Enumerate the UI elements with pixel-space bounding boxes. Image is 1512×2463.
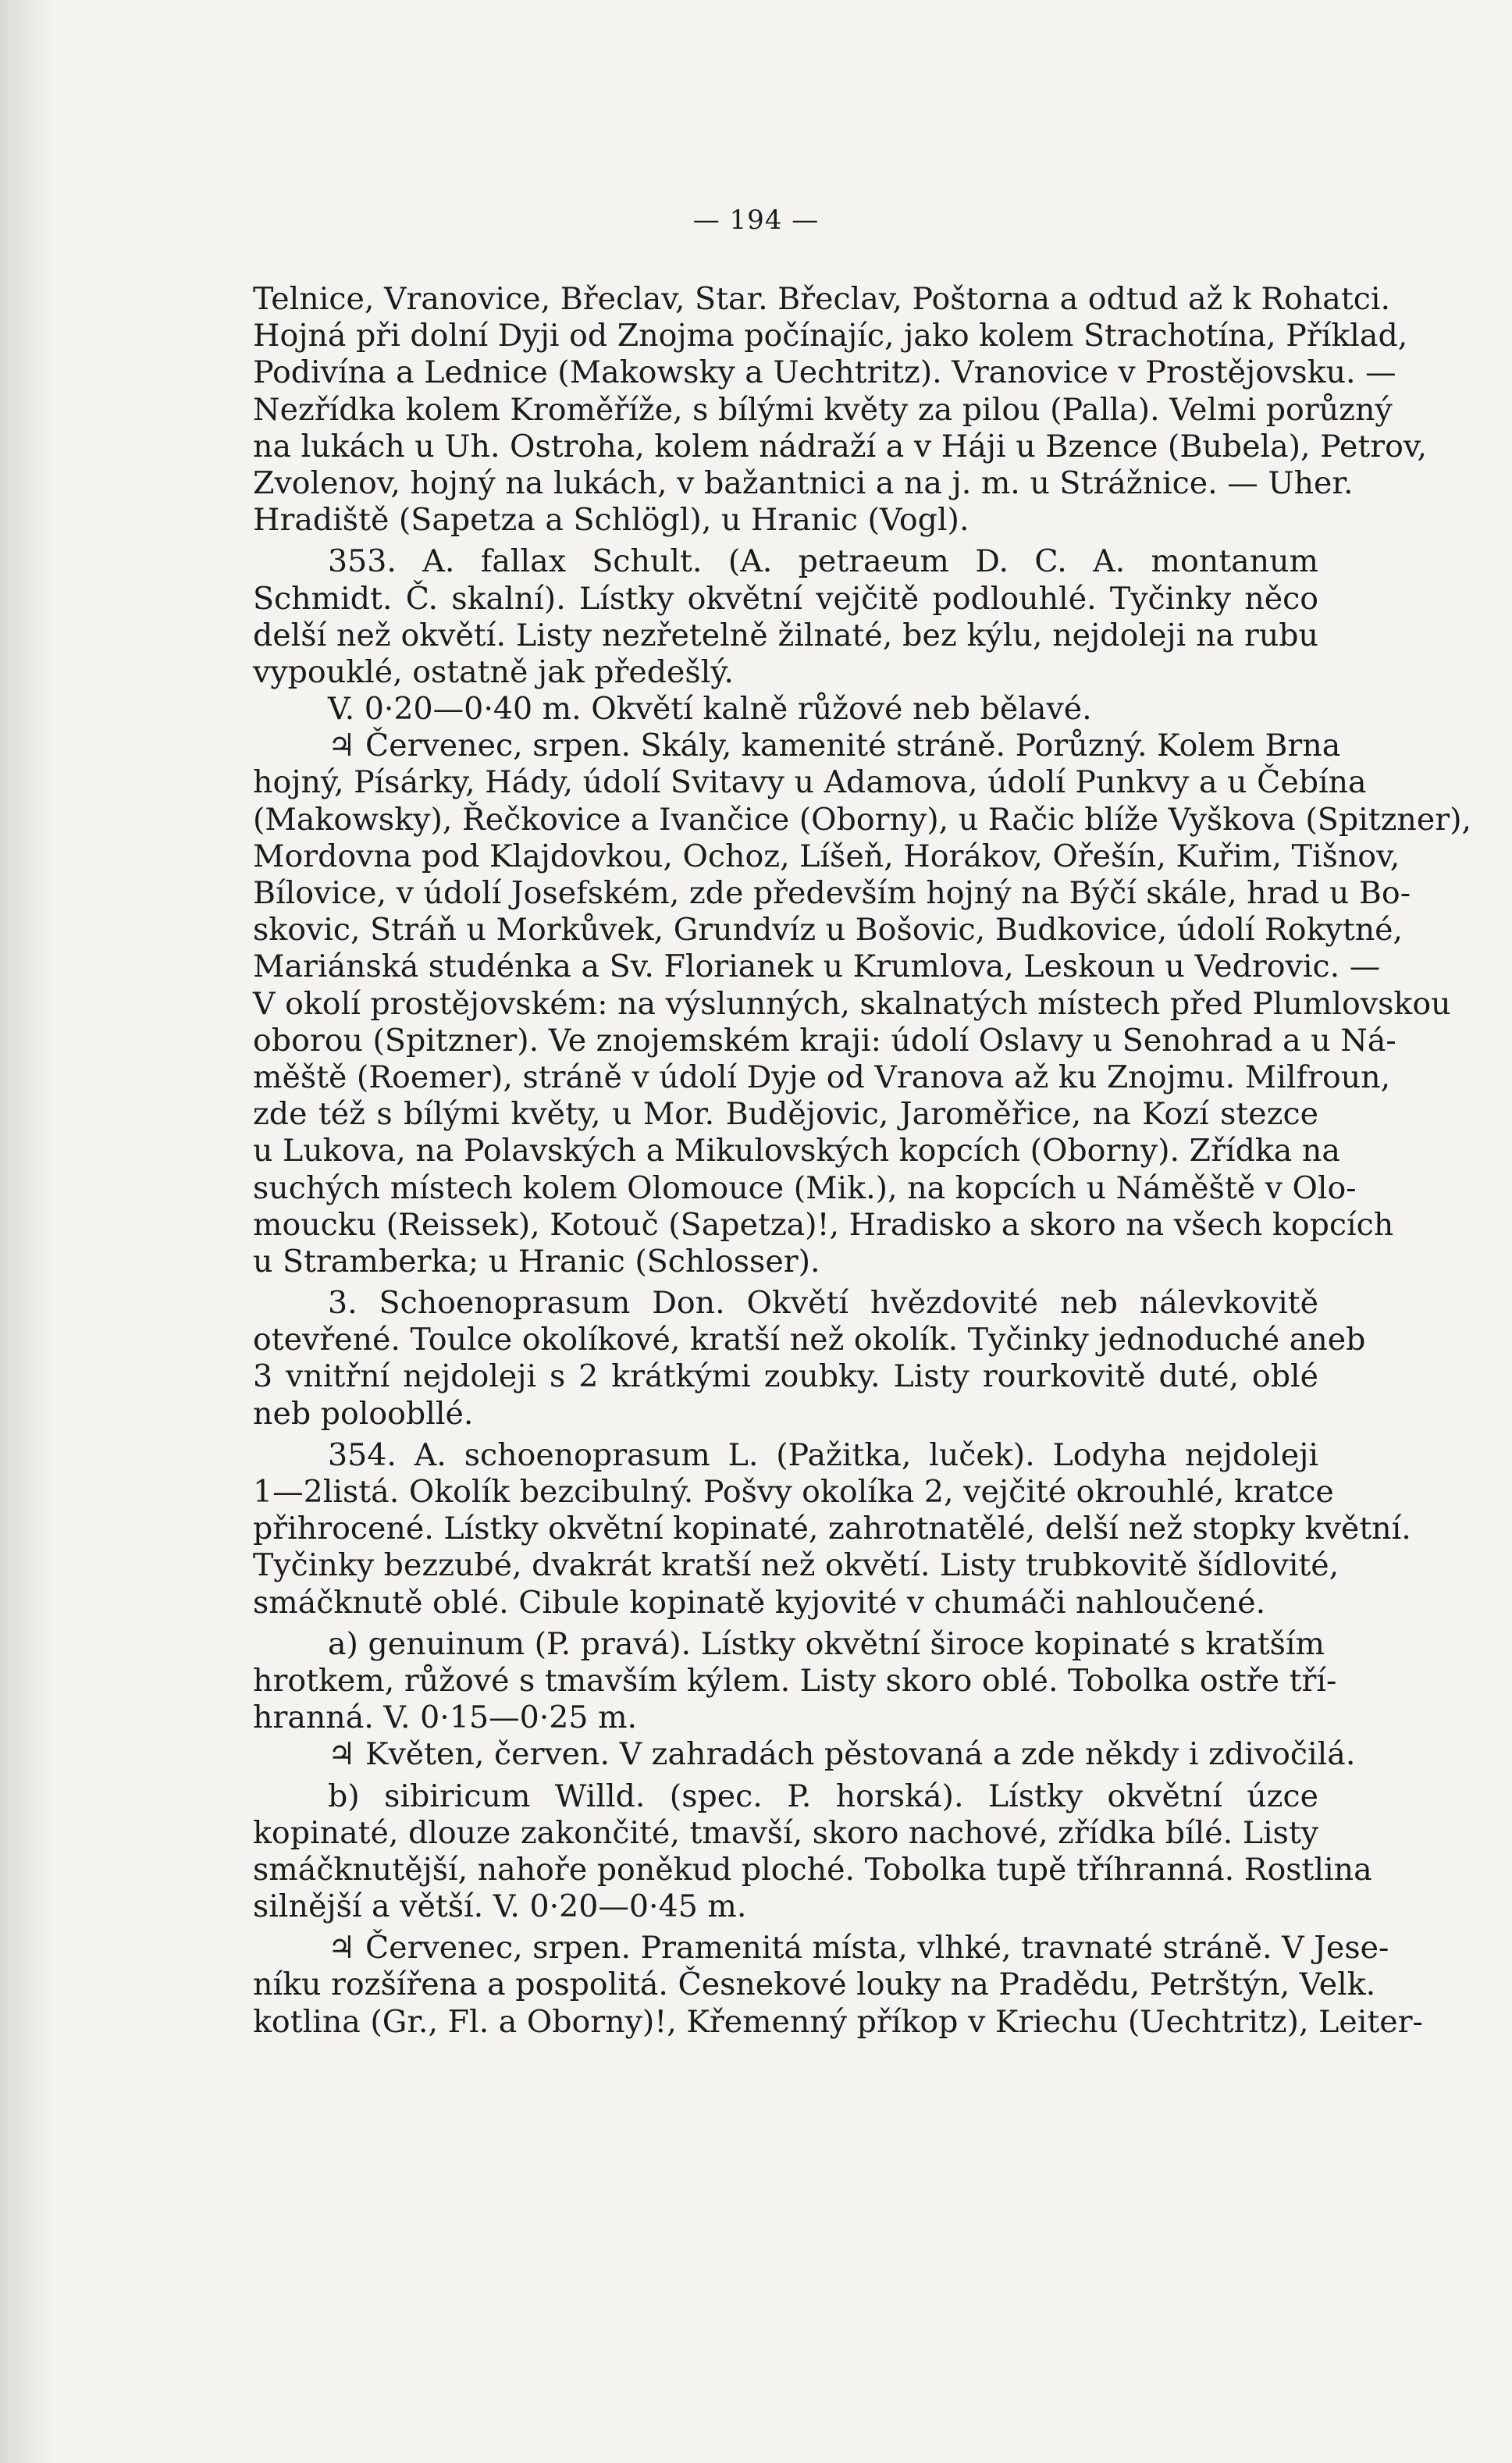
text-line: Hojná při dolní Dyji od Znojma počínajíc, jako kolem Strachotína, Příklad, — [253, 318, 1408, 354]
body-text — [253, 281, 1472, 2041]
text-line: Bílovice, v údolí Josefském, zde především hojný na Býčí skále, hrad u Bo- — [253, 875, 1411, 911]
text-line: (Makowsky), Řečkovice a Ivančice (Oborny), u Račic blíže Vyškova (Spitzner), — [253, 801, 1472, 838]
species-heading-353: 353. A. fallax Schult. (A. petraeum D. C. A. montanum — [328, 543, 1318, 580]
text-line: V okolí prostějovském: na výslunných, skalnatých místech před Plumlovskou — [253, 985, 1451, 1022]
variety-sibiricum: b) sibiricum Willd. (spec. P. horská). Lístky okvětní úzce — [328, 1778, 1318, 1814]
text-line: na lukách u Uh. Ostroha, kolem nádraží a v Háji u Bzence (Bubela), Petrov, — [253, 428, 1428, 464]
text-line: ♃ Červenec, srpen. Pramenitá místa, vlhké, travnaté stráně. V Jese- — [328, 1930, 1389, 1966]
text-line: Telnice, Vranovice, Břeclav, Star. Břeclav, Poštorna a odtud až k Rohatci. — [253, 281, 1391, 317]
text-line: níku rozšířena a pospolitá. Česnekové louky na Pradědu, Petrštýn, Velk. — [253, 1966, 1376, 2003]
text-line: kotlina (Gr., Fl. a Oborny)!, Křemenný příkop v Kriechu (Uechtritz), Leiter- — [253, 2003, 1423, 2040]
text-line: delší než okvětí. Listy nezřetelně žilnaté, bez kýlu, nejdoleji na rubu — [253, 617, 1318, 653]
text-line: zde též s bílými květy, u Mor. Budějovic, Jaroměřice, na Kozí stezce — [253, 1096, 1318, 1133]
text-line: hojný, Písárky, Hády, údolí Svitavy u Adamova, údolí Punkvy a u Čebína — [253, 764, 1367, 801]
text-line: přihrocené. Lístky okvětní kopinaté, zahrotnatělé, delší než stopky květní. — [253, 1511, 1411, 1547]
text-line: Schmidt. Č. skalní). Lístky okvětní vejčitě podlouhlé. Tyčinky něco — [253, 580, 1318, 617]
text-line: měště (Roemer), stráně v údolí Dyje od Vranova až ku Znojmu. Milfroun, — [253, 1059, 1391, 1095]
page-number: — 194 — — [692, 205, 820, 236]
text-line: u Lukova, na Polavských a Mikulovských kopcích (Oborny). Zřídka na — [253, 1133, 1340, 1169]
text-line: 1—2listá. Okolík bezcibulný. Pošvy okolíka 2, vejčité okrouhlé, kratce — [253, 1474, 1334, 1510]
species-heading-354: 354. A. schoenoprasum L. (Pažitka, luček). Lodyha nejdoleji — [328, 1436, 1318, 1473]
text-line: skovic, Stráň u Morkůvek, Grundvíz u Bošovic, Budkovice, údolí Rokytné, — [253, 912, 1403, 949]
text-line: silnější a větší. V. 0·20—0·45 m. — [253, 1888, 747, 1925]
text-line: Nezřídka kolem Kroměříže, s bílými květy za pilou (Palla). Velmi porůzný — [253, 391, 1393, 428]
text-line: moucku (Reissek), Kotouč (Sapetza)!, Hradisko a skoro na všech kopcích — [253, 1206, 1394, 1243]
scan-edge-shadow — [0, 0, 55, 2463]
text-line: Podivína a Lednice (Makowsky a Uechtritz). Vranovice v Prostějovsku. — — [253, 354, 1396, 391]
text-line: hrotkem, růžové s tmavším kýlem. Listy skoro oblé. Tobolka ostře tří- — [253, 1662, 1337, 1699]
text-line: u Stramberka; u Hranic (Schlosser). — [253, 1243, 820, 1280]
text-line: hranná. V. 0·15—0·25 m. — [253, 1700, 638, 1736]
text-line: otevřené. Toulce okolíkové, kratší než okolík. Tyčinky jednoduché aneb — [253, 1322, 1366, 1358]
text-line: suchých místech kolem Olomouce (Mik.), na kopcích u Náměště v Olo- — [253, 1169, 1357, 1206]
text-line: kopinaté, dlouze zakončité, tmavší, skoro nachové, zřídka bílé. Listy — [253, 1814, 1319, 1851]
text-line: 3 vnitřní nejdoleji s 2 krátkými zoubky. Listy rourkovitě duté, oblé — [253, 1358, 1318, 1395]
text-line: Tyčinky bezzubé, dvakrát kratší než okvětí. Listy trubkovitě šídlovité, — [253, 1547, 1339, 1584]
text-line: oborou (Spitzner). Ve znojemském kraji: údolí Oslavy u Senohrad a u Ná- — [253, 1022, 1396, 1059]
text-line: Zvolenov, hojný na lukách, v bažantnici a na j. m. u Strážnice. — Uher. — [253, 464, 1354, 501]
text-line: neb poloobllé. — [253, 1395, 474, 1432]
text-line: Hradiště (Sapetza a Schlögl), u Hranic (Vogl). — [253, 502, 969, 539]
text-line: smáčknutě oblé. Cibule kopinatě kyjovité v chumáči nahloučené. — [253, 1584, 1266, 1621]
text-line: vypouklé, ostatně jak předešlý. — [253, 653, 734, 690]
text-line: Mordovna pod Klajdovkou, Ochoz, Líšeň, Horákov, Ořešín, Kuřim, Tišnov, — [253, 838, 1400, 874]
text-line: ♃ Květen, červen. V zahradách pěstovaná a zde někdy i zdivočilá. — [328, 1736, 1356, 1773]
variety-genuinum: a) genuinum (P. pravá). Lístky okvětní široce kopinaté s kratším — [328, 1625, 1325, 1662]
text-line: V. 0·20—0·40 m. Okvětí kalně růžové neb bělavé. — [328, 691, 1092, 728]
text-line: Mariánská studénka a Sv. Florianek u Krumlova, Leskoun u Vedrovic. — — [253, 949, 1381, 985]
text-line: smáčknutější, nahoře poněkud ploché. Tobolka tupě tříhranná. Rostlina — [253, 1851, 1372, 1888]
section-heading-schoenoprasum: 3. Schoenoprasum Don. Okvětí hvězdovité neb nálevkovitě — [328, 1285, 1318, 1322]
text-line: ♃ Červenec, srpen. Skály, kamenité stráně. Porůzný. Kolem Brna — [328, 728, 1341, 764]
